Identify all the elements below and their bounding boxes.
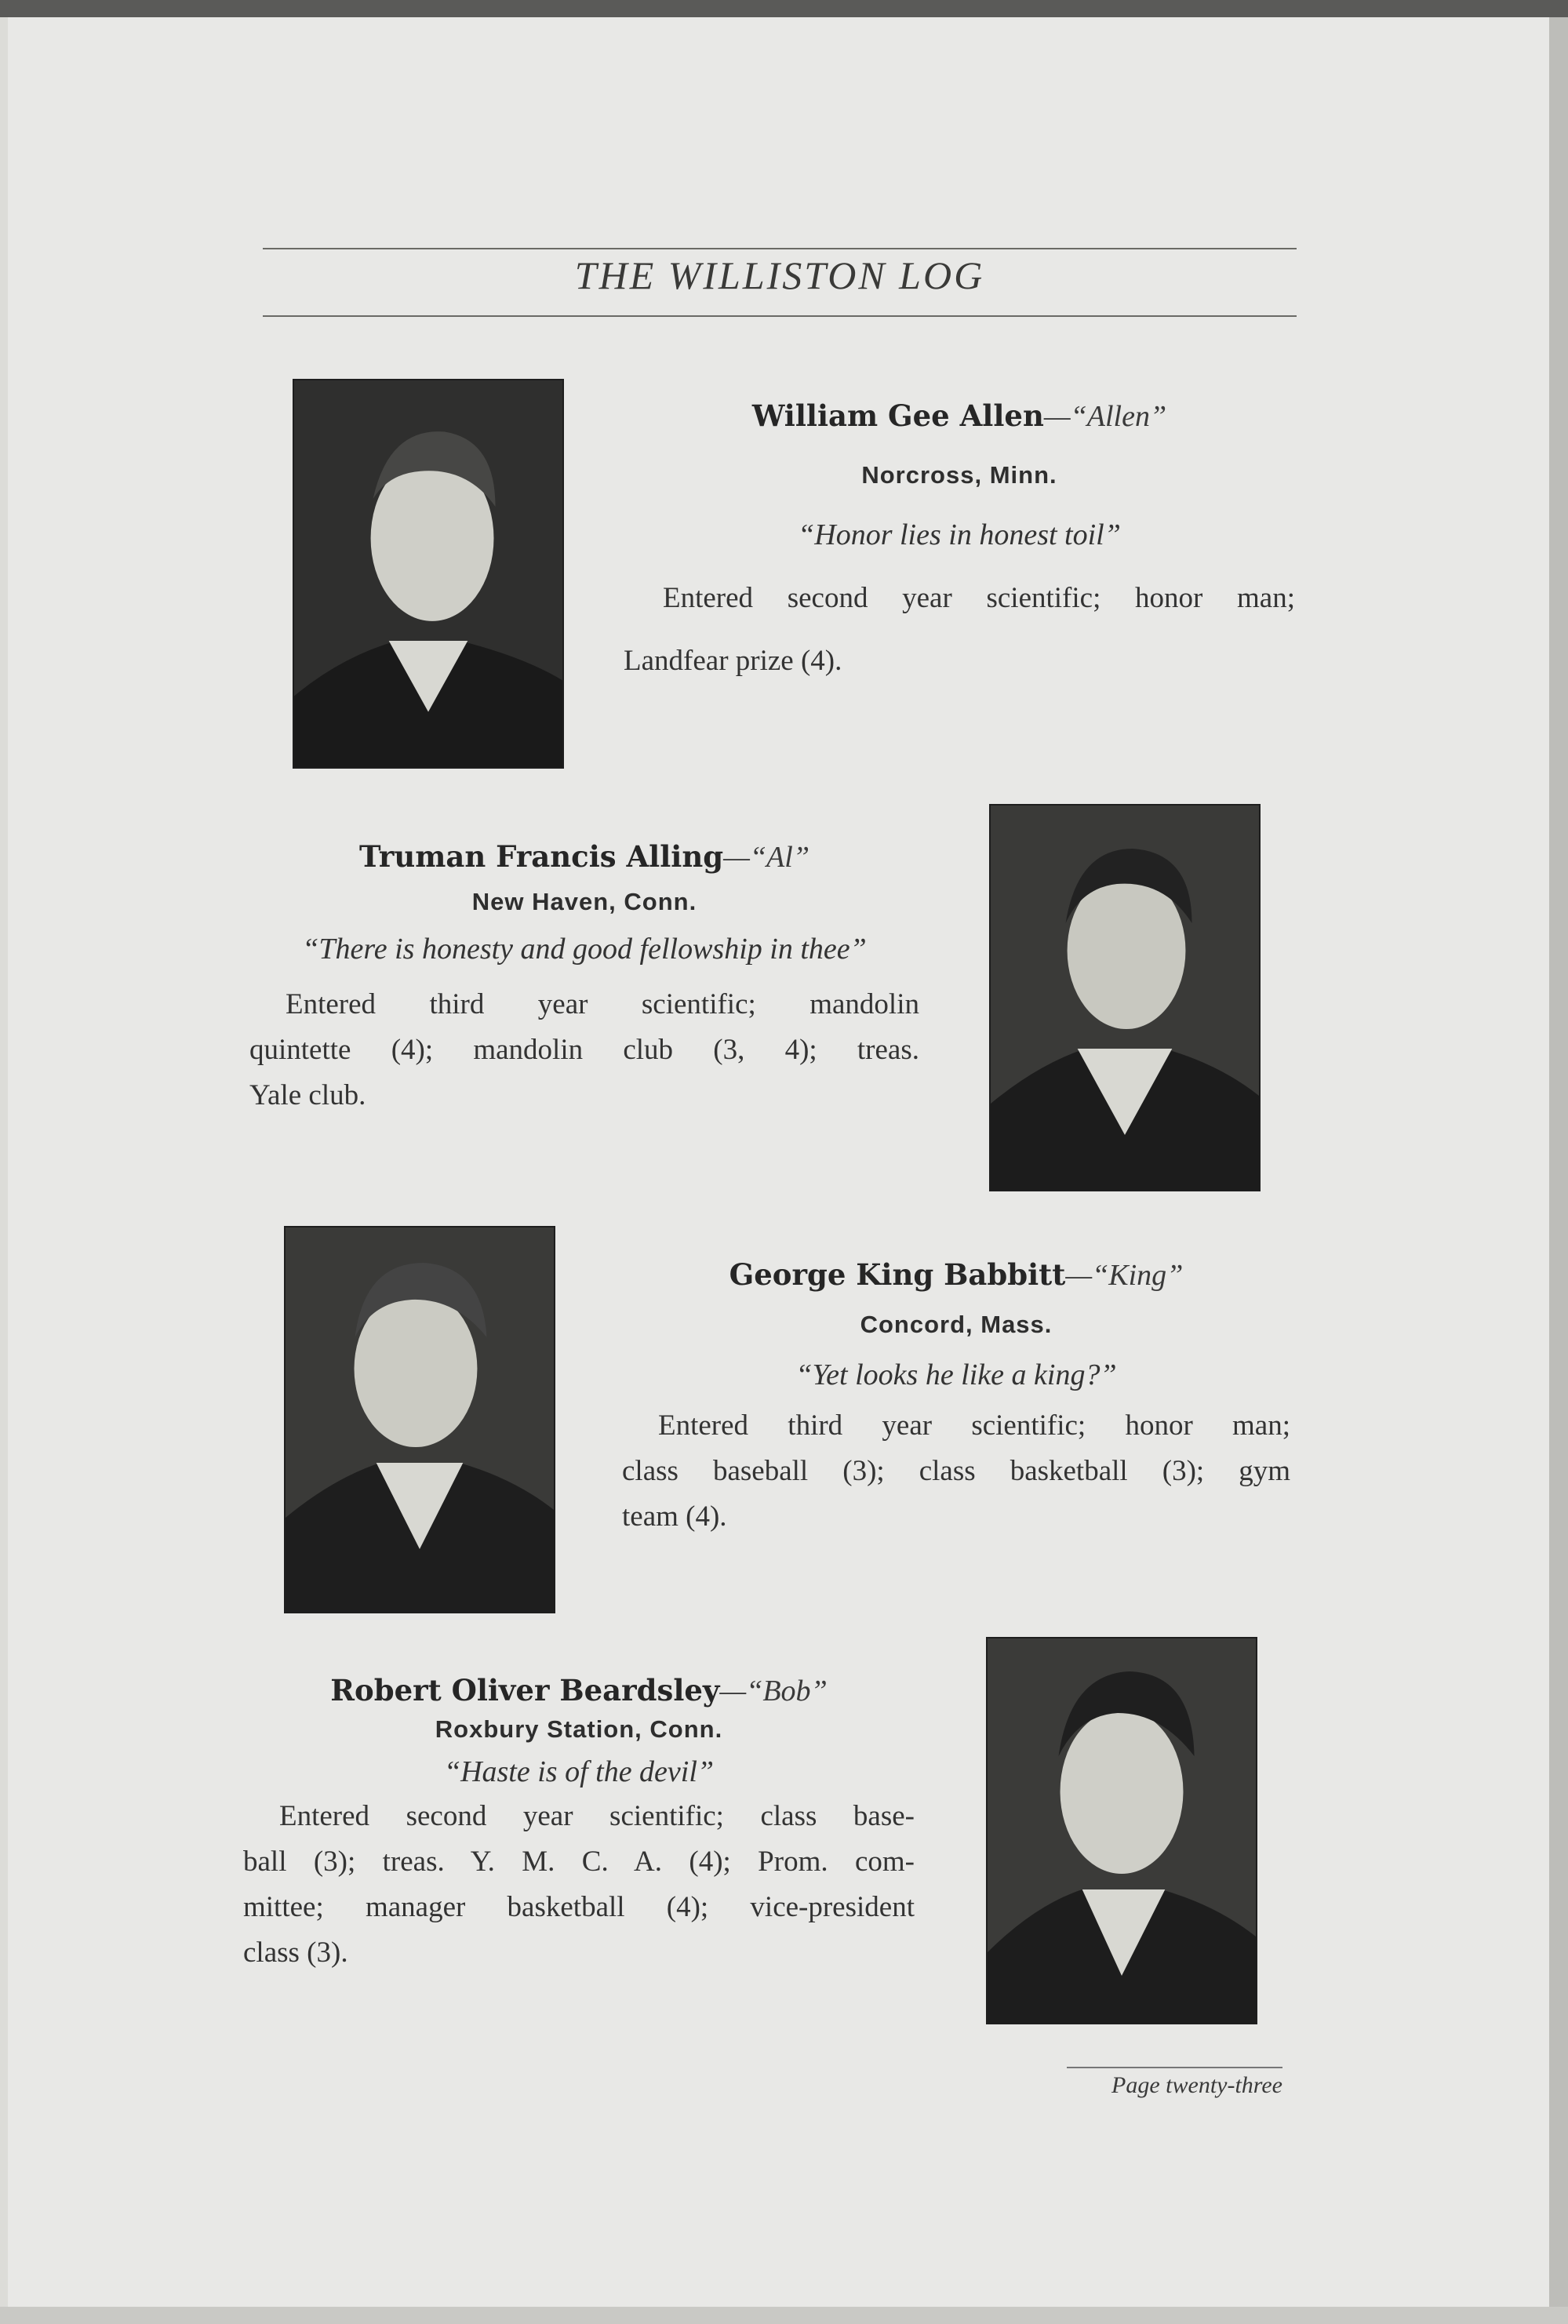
entry-babbitt [622, 1257, 1290, 1540]
home-allen: Norcross, Minn. [861, 461, 1057, 489]
nickname-babbitt: —“King” [1065, 1259, 1184, 1292]
motto-allen: “Honor lies in honest toil” [798, 518, 1121, 551]
record-beardsley: Entered second year scientific; class base- ball (3); treas. Y. M. C. A. (4); Prom. com- mittee; manager basketball (4); vice-president class (3). [243, 1800, 915, 1969]
name-beardsley: Robert Oliver Beardsley [330, 1673, 720, 1708]
nickname-alling: —“Al” [723, 841, 809, 874]
motto-babbitt: “Yet looks he like a king?” [795, 1358, 1117, 1391]
running-head: THE WILLISTON LOG [574, 253, 985, 297]
portrait-babbitt [284, 1226, 555, 1613]
header-rule-bottom [263, 315, 1297, 317]
page-number: Page twenty-three [1111, 2072, 1282, 2098]
home-babbitt: Concord, Mass. [860, 1311, 1053, 1338]
scan-top-edge [0, 0, 1568, 17]
portrait-allen [293, 379, 564, 769]
nickname-beardsley: —“Bob” [719, 1675, 828, 1708]
entry-allen [624, 398, 1295, 684]
name-alling: Truman Francis Alling [359, 839, 724, 874]
home-alling: New Haven, Conn. [471, 888, 697, 915]
entry-alling [249, 839, 919, 1118]
footer-rule [1067, 2067, 1282, 2068]
record-allen: Entered second year scientific; honor man; Landfear prize (4). [624, 582, 1295, 677]
record-alling: Entered third year scientific; mandolin quintette (4); mandolin club (3, 4); treas. Yale club. [249, 988, 919, 1111]
nickname-allen: —“Allen” [1043, 400, 1167, 433]
header-rule-top [263, 248, 1297, 249]
scan-bottom-edge [0, 2307, 1568, 2324]
record-babbitt: Entered third year scientific; honor man; class baseball (3); class basketball (3); gym team (4). [622, 1409, 1290, 1533]
entry-beardsley [243, 1673, 915, 1976]
motto-beardsley: “Haste is of the devil” [443, 1755, 715, 1788]
name-babbitt: George King Babbitt [729, 1257, 1066, 1292]
name-allen: William Gee Allen [751, 398, 1044, 433]
portrait-alling [989, 804, 1261, 1191]
portrait-beardsley [986, 1637, 1257, 2024]
home-beardsley: Roxbury Station, Conn. [435, 1715, 723, 1743]
scan-right-edge [1549, 17, 1568, 2324]
motto-alling: “There is honesty and good fellowship in thee” [302, 933, 867, 966]
